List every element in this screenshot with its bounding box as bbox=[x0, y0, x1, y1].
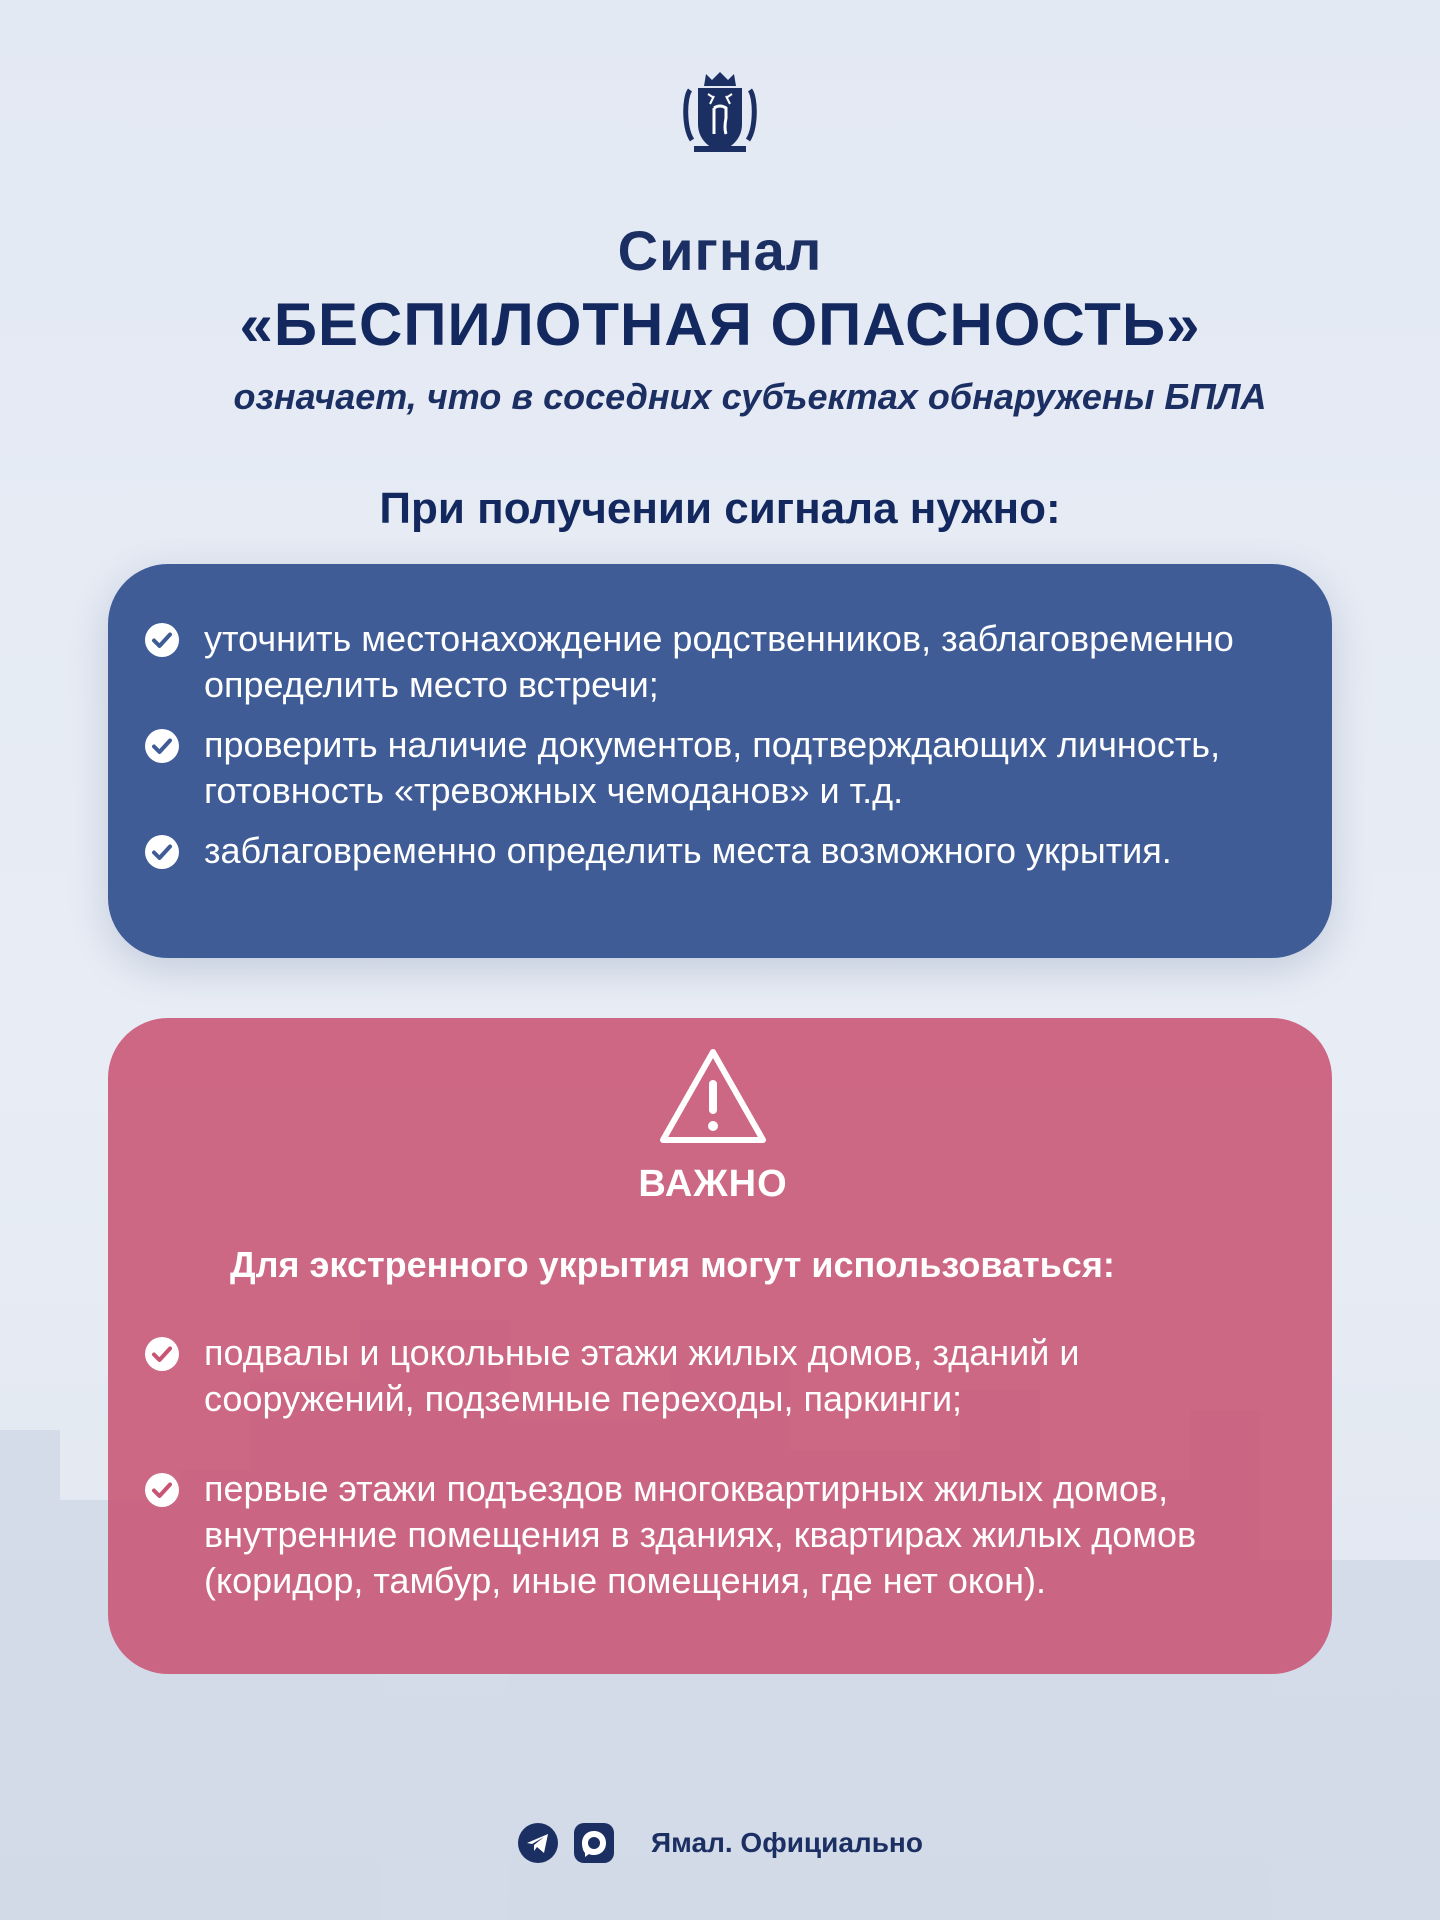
list-item-text: первые этажи подъездов многоквартирных жилых домов, внутренние помещения в зданиях, квартирах жилых домов (коридор, тамбур, иные помещения, где нет окон). bbox=[204, 1468, 1197, 1601]
list-item-text: заблаговременно определить места возможного укрытия. bbox=[204, 830, 1172, 871]
page-title: «БЕСПИЛОТНАЯ ОПАСНОСТЬ» bbox=[239, 291, 1201, 358]
footer bbox=[0, 1822, 1440, 1864]
list-item bbox=[144, 1466, 1282, 1604]
check-circle-icon bbox=[144, 622, 180, 658]
list-item bbox=[144, 616, 1282, 708]
list-item bbox=[144, 722, 1282, 814]
list-item bbox=[144, 1330, 1282, 1422]
check-circle-icon bbox=[144, 1336, 180, 1372]
important-card bbox=[108, 1018, 1332, 1674]
shelter-heading: Для экстренного укрытия могут использоваться: bbox=[230, 1244, 1115, 1285]
important-label: ВАЖНО bbox=[638, 1163, 788, 1205]
check-circle-icon bbox=[144, 728, 180, 764]
list-item bbox=[144, 828, 1282, 874]
instructions-heading: При получении сигнала нужно: bbox=[379, 484, 1061, 533]
check-circle-icon bbox=[144, 1472, 180, 1508]
warning-triangle-icon bbox=[657, 1046, 769, 1146]
list-item-text: уточнить местонахождение родственников, заблаговременно определить место встречи; bbox=[204, 618, 1234, 705]
check-circle-icon bbox=[144, 834, 180, 870]
yamal-coat-of-arms-emblem bbox=[680, 68, 760, 158]
list-item-text: подвалы и цокольные этажи жилых домов, зданий и сооружений, подземные переходы, паркинги; bbox=[204, 1332, 1080, 1419]
telegram-icon[interactable] bbox=[517, 1822, 559, 1864]
instructions-card bbox=[108, 564, 1332, 958]
footer-text: Ямал. Официально bbox=[651, 1827, 923, 1858]
page-subtitle: означает, что в соседних субъектах обнаружены БПЛА bbox=[233, 376, 1267, 417]
max-messenger-icon[interactable] bbox=[573, 1822, 615, 1864]
signal-label: Сигнал bbox=[617, 219, 823, 282]
list-item-text: проверить наличие документов, подтверждающих личность, готовность «тревожных чемоданов» и т.д. bbox=[204, 724, 1221, 811]
